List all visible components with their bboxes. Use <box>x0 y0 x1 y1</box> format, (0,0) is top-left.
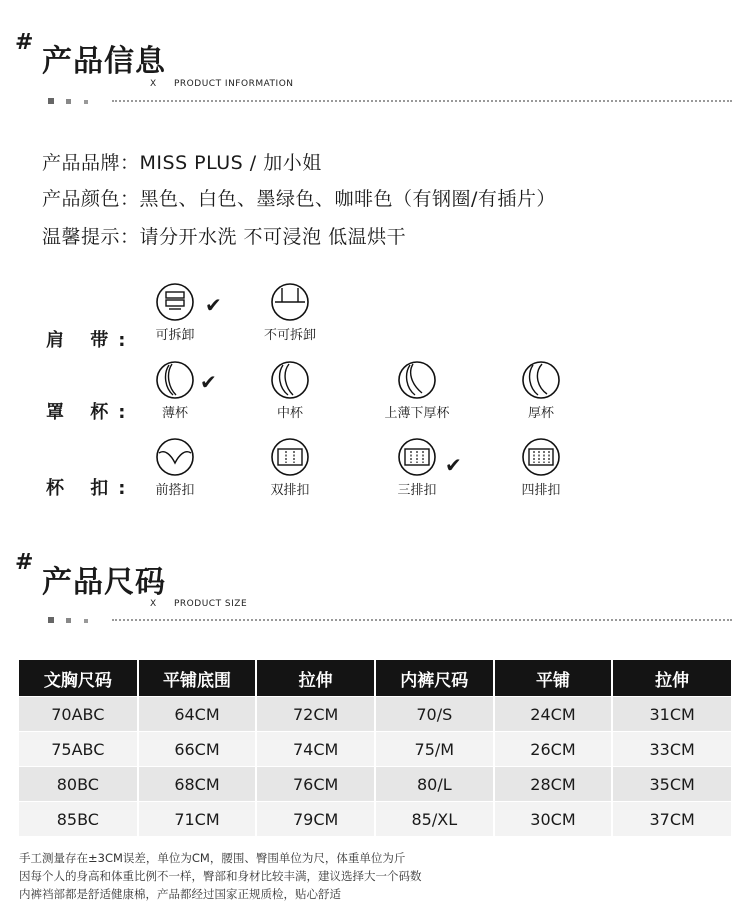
table-row <box>19 802 731 837</box>
option-hook-quad <box>496 437 586 498</box>
table-cell: 37CM <box>612 802 731 837</box>
option-hook-front <box>130 437 220 498</box>
dotted-divider <box>48 98 732 104</box>
column-header: 平铺 <box>494 660 613 697</box>
column-header: 内裤尺码 <box>375 660 494 697</box>
option-caption: 三排扣 <box>397 483 437 498</box>
info-value: 黑色、白色、墨绿色、咖啡色（有钢圈/有插片） <box>139 188 556 210</box>
fixed-strap-icon <box>270 282 310 322</box>
double-hook-icon <box>270 437 310 477</box>
section-hash: # <box>15 550 34 575</box>
table-cell: 35CM <box>612 767 731 802</box>
table-cell: 80BC <box>19 767 138 802</box>
table-cell: 71CM <box>138 802 257 837</box>
section-hash: # <box>15 30 34 55</box>
column-header: 拉伸 <box>612 660 731 697</box>
table-header-row <box>19 660 731 697</box>
section-subtitle-x: X <box>150 599 157 609</box>
option-hook-double <box>245 437 335 498</box>
section-subtitle: PRODUCT SIZE <box>174 599 248 609</box>
table-cell: 66CM <box>138 732 257 767</box>
table-cell: 26CM <box>494 732 613 767</box>
table-cell: 74CM <box>256 732 375 767</box>
section-subtitle-x: X <box>150 79 157 89</box>
detachable-strap-icon <box>155 282 195 322</box>
section-title-product-info: 产品信息 <box>42 44 166 79</box>
option-cup-medium <box>245 360 335 421</box>
medium-cup-icon <box>270 360 310 400</box>
option-caption: 厚杯 <box>527 406 554 421</box>
info-label: 产品颜色： <box>42 188 140 210</box>
table-cell: 70ABC <box>19 697 138 732</box>
option-caption: 上薄下厚杯 <box>384 406 450 421</box>
quad-hook-icon <box>521 437 561 477</box>
table-row <box>19 732 731 767</box>
table-cell: 70/S <box>375 697 494 732</box>
option-caption: 薄杯 <box>161 406 188 421</box>
option-caption: 可拆卸 <box>155 328 195 343</box>
info-label: 温馨提示： <box>42 226 140 248</box>
column-header: 平铺底围 <box>138 660 257 697</box>
table-cell: 28CM <box>494 767 613 802</box>
front-closure-icon <box>155 437 195 477</box>
option-cup-thick <box>496 360 586 421</box>
table-cell: 30CM <box>494 802 613 837</box>
option-caption: 四排扣 <box>521 483 561 498</box>
size-note: 因每个人的身高和体重比例不一样，臀部和身材比较丰满，建议选择大一个码数 <box>19 869 422 883</box>
info-brand <box>42 148 322 175</box>
table-cell: 72CM <box>256 697 375 732</box>
check-icon: ✔ <box>200 370 217 394</box>
info-color <box>42 184 556 211</box>
option-label-cup: 罩 杯: <box>46 402 136 423</box>
table-cell: 85BC <box>19 802 138 837</box>
size-note: 内裤裆部都是舒适健康棉，产品都经过国家正规质检，贴心舒适 <box>19 887 341 901</box>
table-cell: 76CM <box>256 767 375 802</box>
info-value: MISS PLUS / 加小姐 <box>139 152 322 174</box>
table-cell: 79CM <box>256 802 375 837</box>
graduated-cup-icon <box>397 360 437 400</box>
table-cell: 75/M <box>375 732 494 767</box>
table-cell: 33CM <box>612 732 731 767</box>
table-cell: 75ABC <box>19 732 138 767</box>
info-value: 请分开水洗 不可浸泡 低温烘干 <box>139 226 407 248</box>
info-label: 产品品牌： <box>42 152 140 174</box>
size-table <box>19 660 731 836</box>
table-row <box>19 697 731 732</box>
option-strap-fixed <box>245 282 335 343</box>
triple-hook-icon <box>397 437 437 477</box>
column-header: 拉伸 <box>256 660 375 697</box>
thick-cup-icon <box>521 360 561 400</box>
thin-cup-icon <box>155 360 195 400</box>
table-cell: 64CM <box>138 697 257 732</box>
column-header: 文胸尺码 <box>19 660 138 697</box>
table-cell: 80/L <box>375 767 494 802</box>
table-row <box>19 767 731 802</box>
table-cell: 31CM <box>612 697 731 732</box>
option-cup-graduated <box>372 360 462 421</box>
section-title-product-size: 产品尺码 <box>42 565 166 600</box>
table-cell: 24CM <box>494 697 613 732</box>
dotted-divider <box>48 617 732 623</box>
option-label-hook: 杯 扣: <box>46 478 136 499</box>
size-note: 手工测量存在±3CM误差，单位为CM，腰围、臀围单位为尺，体重单位为斤 <box>19 851 406 865</box>
check-icon: ✔ <box>205 293 222 317</box>
option-caption: 双排扣 <box>270 483 310 498</box>
check-icon: ✔ <box>445 453 462 477</box>
option-caption: 中杯 <box>276 406 303 421</box>
option-caption: 前搭扣 <box>155 483 195 498</box>
option-label-strap: 肩 带: <box>46 330 136 351</box>
table-cell: 68CM <box>138 767 257 802</box>
info-tips <box>42 222 406 249</box>
option-caption: 不可拆卸 <box>263 328 316 343</box>
section-subtitle: PRODUCT INFORMATION <box>174 79 294 89</box>
table-cell: 85/XL <box>375 802 494 837</box>
